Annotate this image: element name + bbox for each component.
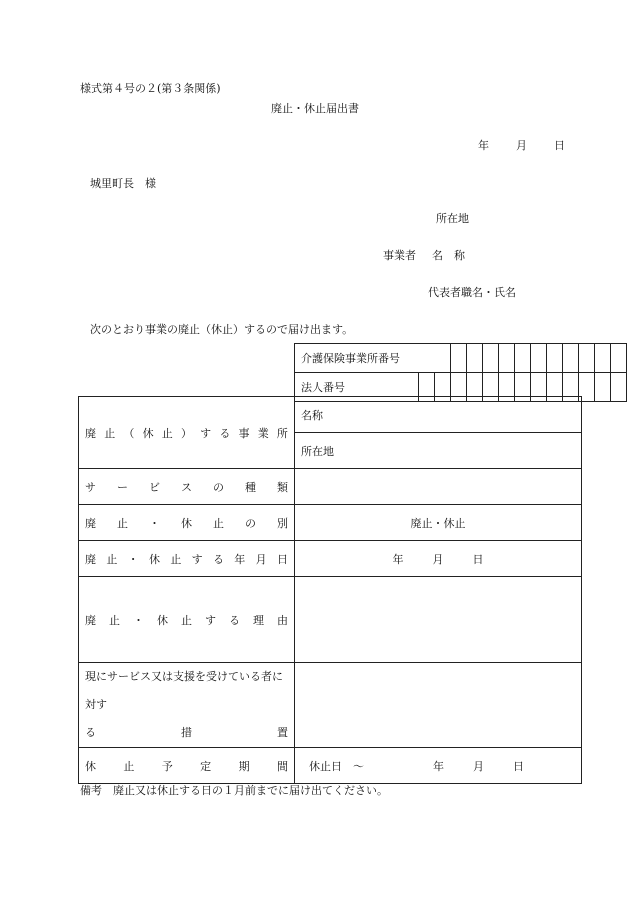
date-day: 日: [554, 139, 565, 152]
label-char: 止: [213, 516, 224, 530]
intro-text: 次のとおり事業の廃止（休止）するので届け出ます。: [90, 323, 354, 336]
date-month: 月: [516, 139, 527, 152]
label-char: 間: [276, 759, 288, 773]
label-char: る: [229, 613, 240, 627]
form-number: 様式第４号の２(第３条関係): [80, 82, 221, 95]
digit-cell[interactable]: [499, 344, 515, 373]
digit-cell[interactable]: [547, 344, 563, 373]
period-year: 年: [433, 759, 444, 773]
row-date-month: 月: [432, 552, 444, 566]
document-title: 廃止・休止届出書: [271, 102, 359, 115]
digit-cell[interactable]: [483, 344, 499, 373]
label-char: ー: [117, 480, 128, 494]
date-label: [79, 551, 294, 567]
label-char: サ: [85, 480, 96, 494]
label-char: 理: [253, 613, 264, 627]
address-label: 所在地: [436, 212, 469, 225]
label-char: （: [123, 426, 135, 440]
footnote: 備考 廃止又は休止する日の１月前までに届け出てください。: [80, 784, 388, 797]
label-char: 休: [181, 516, 192, 530]
label-char: 予: [161, 759, 173, 773]
date-label-cell: [79, 541, 295, 577]
label-char: 別: [277, 516, 288, 530]
date-line: [478, 137, 565, 153]
distinction-label-cell: [79, 505, 295, 541]
corp-number-label: 法人番号: [295, 373, 419, 402]
label-char: ・: [133, 613, 144, 627]
reason-value-cell[interactable]: [295, 577, 582, 663]
label-char: の: [213, 480, 224, 494]
label-char: 止: [161, 426, 173, 440]
distinction-value: 廃止・休止: [410, 516, 466, 530]
office-label-cell: [79, 397, 295, 469]
service-type-label-cell: [79, 469, 295, 505]
label-char: 休: [85, 759, 96, 773]
digit-cell[interactable]: [531, 344, 547, 373]
label-char: 止: [109, 613, 120, 627]
date-value-cell[interactable]: [295, 541, 582, 577]
digit-cell[interactable]: [579, 344, 595, 373]
label-char: 廃: [85, 426, 96, 440]
date-year: 年: [478, 139, 489, 152]
office-name-cell[interactable]: [295, 397, 582, 433]
label-char: 廃: [85, 613, 96, 627]
label-char: す: [205, 613, 216, 627]
period-label: [79, 758, 294, 774]
label-char: 止: [106, 552, 118, 566]
label-char: 止: [117, 516, 128, 530]
label-char: 廃: [85, 552, 96, 566]
reason-label-cell: [79, 577, 295, 663]
period-label-cell: [79, 748, 295, 784]
label-char: 期: [238, 759, 250, 773]
addressee: 城里町長 様: [90, 177, 156, 190]
row-date-year: 年: [392, 552, 404, 566]
digit-cell[interactable]: [595, 344, 611, 373]
care-number-row: [295, 344, 627, 373]
label-char: 休: [157, 613, 168, 627]
number-table: [294, 343, 627, 402]
label-char: 廃: [85, 516, 96, 530]
measures-value-cell[interactable]: [295, 663, 582, 748]
office-address-cell[interactable]: [295, 433, 582, 469]
digit-cell[interactable]: [595, 373, 611, 402]
label-char: る: [212, 552, 224, 566]
distinction-value-cell[interactable]: [295, 505, 582, 541]
label-char: ・: [149, 516, 160, 530]
measures-label-line2: [85, 719, 288, 747]
service-type-value-cell[interactable]: [295, 469, 582, 505]
label-char: 休: [148, 552, 160, 566]
label-char: 止: [104, 426, 116, 440]
label-char: 休: [142, 426, 154, 440]
label-char: ）: [180, 426, 192, 440]
digit-cell[interactable]: [611, 373, 627, 402]
label-char: す: [191, 552, 203, 566]
digit-cell[interactable]: [611, 344, 627, 373]
office-label: [79, 425, 294, 441]
measures-label-char: る: [85, 726, 96, 739]
label-char: ・: [127, 552, 139, 566]
digit-cell[interactable]: [467, 344, 483, 373]
reason-label: [79, 612, 294, 628]
representative-label: 代表者職名・氏名: [428, 286, 516, 299]
label-char: 年: [234, 552, 246, 566]
care-number-label: 介護保険事業所番号: [295, 344, 451, 373]
period-value-cell[interactable]: [295, 748, 582, 784]
distinction-label: [79, 515, 294, 531]
digit-cell[interactable]: [451, 344, 467, 373]
measures-label-line1: 現にサービス又は支援を受けている者に対す: [85, 670, 283, 711]
period-start: 休止日 ～: [309, 759, 364, 773]
label-char: ビ: [149, 480, 160, 494]
digit-cell[interactable]: [515, 344, 531, 373]
label-char: 由: [277, 613, 288, 627]
office-name-label: 名称: [301, 408, 323, 422]
label-char: 止: [123, 759, 135, 773]
main-form-table: [78, 396, 582, 784]
name-label: 名 称: [432, 249, 465, 262]
label-char: す: [200, 426, 212, 440]
period-day: 日: [513, 759, 524, 773]
service-type-label: [79, 479, 294, 495]
measures-label-char: 置: [277, 726, 288, 739]
measures-label-char: 措: [181, 726, 192, 739]
business-label: 事業者: [383, 249, 416, 262]
label-char: 月: [255, 552, 267, 566]
label-char: の: [245, 516, 256, 530]
label-char: 事: [238, 426, 250, 440]
label-char: 日: [276, 552, 288, 566]
office-address-label: 所在地: [301, 444, 334, 458]
label-char: 定: [200, 759, 212, 773]
label-char: 止: [181, 613, 192, 627]
period-month: 月: [473, 759, 484, 773]
label-char: 業: [257, 426, 269, 440]
label-char: 類: [277, 480, 288, 494]
label-char: 所: [276, 426, 288, 440]
label-char: ス: [181, 480, 192, 494]
measures-label-cell: [79, 663, 295, 748]
digit-cell[interactable]: [563, 344, 579, 373]
label-char: 種: [245, 480, 256, 494]
label-char: る: [219, 426, 231, 440]
label-char: 止: [170, 552, 182, 566]
row-date-day: 日: [472, 552, 484, 566]
